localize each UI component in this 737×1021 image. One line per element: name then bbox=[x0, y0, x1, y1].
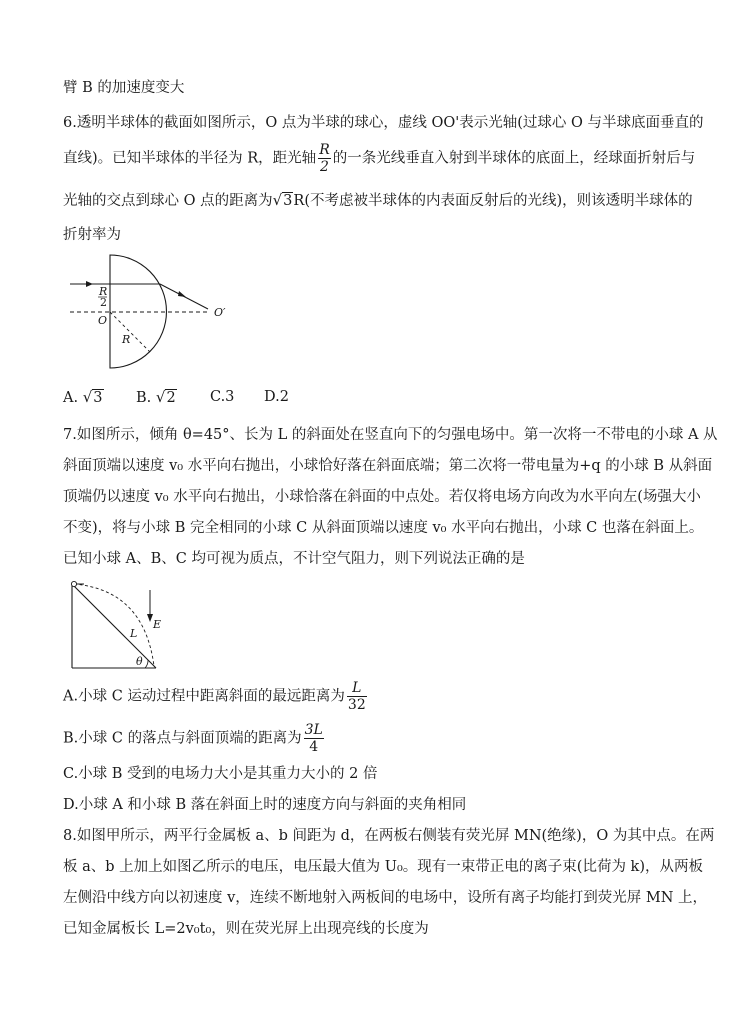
q6-hemisphere-figure bbox=[60, 250, 240, 375]
q6-frac-den: 2 bbox=[320, 159, 329, 175]
q6-sqrt-3: √3 bbox=[272, 191, 293, 209]
q7-option-d: D.小球 A 和小球 B 落在斜面上时的速度方向与斜面的夹角相同 bbox=[63, 797, 467, 813]
q8-line-3: 左侧沿中线方向以初速度 v，连续不断地射入两板间的电场中，设所有离子均能打到荧光屏 MN 上， bbox=[63, 890, 708, 906]
q6-choice-d: D.2 bbox=[264, 389, 289, 405]
label-l: L bbox=[130, 627, 138, 640]
q8-line-1: 8.如图甲所示，两平行金属板 a、b 间距为 d，在两板右侧装有荧光屏 MN(绝缘)，O 为其中点。在两 bbox=[63, 828, 715, 844]
q6-line-2b: 的一条光线垂直入射到半球体的底面上，经球面折射后与 bbox=[332, 150, 696, 167]
label-e: E bbox=[153, 618, 162, 631]
q6-fraction-r-over-2 bbox=[318, 142, 331, 175]
label-r-den: 2 bbox=[100, 296, 107, 309]
q7-line-3: 顶端仍以速度 v₀ 水平向右抛出，小球恰落在斜面的中点处。若仅将电场方向改为水平向左(场强大小 bbox=[63, 489, 701, 505]
label-r-num: R bbox=[99, 285, 108, 298]
q6-choice-b-label: B. bbox=[136, 390, 152, 406]
incline-slope bbox=[72, 584, 156, 668]
q7-option-b-text: B.小球 C 的落点与斜面顶端的距离为 bbox=[63, 730, 302, 747]
q6-choice-a-sqrt: √3 bbox=[82, 388, 103, 406]
q7-option-a-den: 32 bbox=[347, 697, 366, 713]
q6-line-2 bbox=[63, 142, 695, 175]
q6-line-2a: 直线)。已知半球体的半径为 R，距光轴 bbox=[63, 150, 317, 167]
radius-line bbox=[110, 312, 150, 352]
q7-line-1: 7.如图所示，倾角 θ=45°、长为 L 的斜面处在竖直向下的匀强电场中。第一次将一不带电的小球 A 从 bbox=[63, 427, 718, 443]
q7-option-a-num: L bbox=[352, 680, 362, 696]
q8-line-2: 板 a、b 上加上如图乙所示的电压，电压最大值为 U₀。现有一束带正电的离子束(比荷为 k)，从两板 bbox=[63, 859, 703, 875]
label-r: R bbox=[122, 333, 131, 346]
q7-line-2: 斜面顶端以速度 v₀ 水平向右抛出，小球恰好落在斜面底端；第二次将一带电量为+q 的小球 B 从斜面 bbox=[63, 458, 713, 474]
q7-line-4: 不变)，将与小球 B 完全相同的小球 C 从斜面顶端以速度 v₀ 水平向右抛出，小球 C 也落在斜面上。 bbox=[63, 520, 704, 536]
q6-choice-b-value: 2 bbox=[166, 390, 176, 406]
q6-choice-a-value: 3 bbox=[93, 390, 103, 406]
q7-option-a-text: A.小球 C 运动过程中距离斜面的最远距离为 bbox=[63, 688, 345, 705]
q6-line-1: 6.透明半球体的截面如图所示，O 点为半球的球心，虚线 OO'表示光轴(过球心 O 与半球底面垂直的 bbox=[63, 115, 704, 131]
q6-line-3b: R(不考虑被半球体的内表面反射后的光线)，则该透明半球体的 bbox=[293, 193, 693, 209]
label-o: O bbox=[98, 314, 108, 327]
q7-line-5: 已知小球 A、B、C 均可视为质点，不计空气阻力，则下列说法正确的是 bbox=[63, 551, 525, 567]
q6-choice-b-sqrt: √2 bbox=[155, 388, 176, 406]
q7-option-b bbox=[63, 722, 326, 755]
q7-option-a-fraction bbox=[347, 680, 367, 713]
q6-choice-a bbox=[63, 387, 104, 408]
angle-arc bbox=[145, 660, 148, 668]
q6-sqrt-3-value: 3 bbox=[283, 193, 293, 209]
q7-option-c: C.小球 B 受到的电场力大小是其重力大小的 2 倍 bbox=[63, 766, 378, 782]
incident-arrow-icon bbox=[86, 281, 93, 287]
label-theta: θ bbox=[136, 655, 143, 668]
refracted-arrow-icon bbox=[178, 291, 186, 297]
q6-line-3 bbox=[63, 190, 693, 211]
label-o-prime: O′ bbox=[214, 306, 226, 319]
q7-incline-figure bbox=[66, 578, 176, 674]
q6-frac-num: R bbox=[319, 142, 330, 158]
q8-line-4: 已知金属板长 L=2v₀t₀，则在荧光屏上出现亮线的长度为 bbox=[63, 921, 429, 937]
q6-choice-b bbox=[136, 387, 177, 408]
q7-option-b-fraction bbox=[304, 722, 324, 755]
q7-option-a bbox=[63, 680, 369, 713]
hemisphere-outline bbox=[110, 255, 166, 368]
q7-option-b-den: 4 bbox=[304, 738, 324, 755]
q6-line-3a: 光轴的交点到球心 O 点的距离为 bbox=[63, 193, 273, 209]
q6-line-4: 折射率为 bbox=[63, 227, 121, 243]
q7-option-b-num: 3L bbox=[304, 722, 323, 738]
q6-choice-a-label: A. bbox=[63, 390, 79, 406]
q6-choice-c: C.3 bbox=[210, 389, 235, 405]
text-line-prev: 臂 B 的加速度变大 bbox=[63, 80, 185, 96]
ball-icon bbox=[71, 581, 76, 586]
